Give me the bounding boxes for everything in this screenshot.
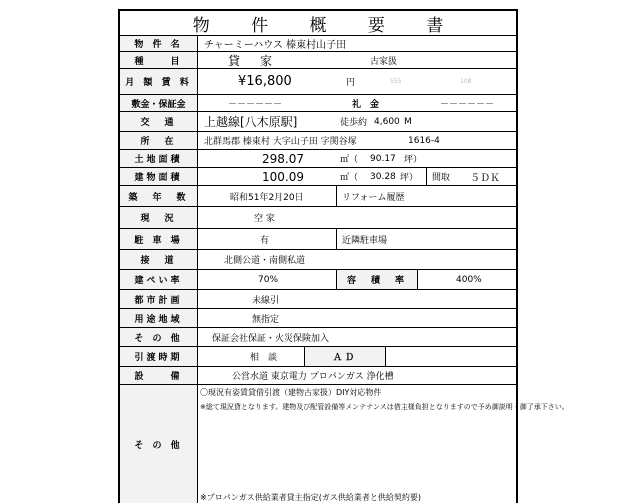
row-current-status	[120, 207, 516, 229]
divider	[426, 168, 427, 185]
value-land-tsubo: 90.17	[370, 153, 396, 164]
row-built-date	[120, 186, 516, 207]
value-built-date: 昭和51年2月20日	[230, 192, 304, 203]
value-walk-distance: 4,600	[374, 116, 400, 127]
value-rent-faint-2: 108	[460, 78, 472, 85]
value-coverage-ratio: 70%	[258, 274, 279, 285]
document-title: 物 件 概 要 書	[120, 11, 516, 36]
row-road-access	[120, 250, 516, 270]
label-remarks: そ の 他	[120, 385, 198, 503]
label-facilities: 設 備	[120, 367, 198, 384]
unit-land-sqm: ㎡（	[340, 155, 359, 165]
label-built-date: 築 年 数	[120, 186, 198, 206]
value-key-money: －－－－－－	[440, 99, 495, 110]
row-parking	[120, 229, 516, 250]
remarks-line-2: ※総て現況貸となります。建物及び配管設備等メンテナンスは借主様負担となりますので予め御説明・御了承下さい。	[200, 402, 569, 411]
row-building-area	[120, 168, 516, 186]
value-parking: 有	[260, 235, 270, 246]
value-zoning: 無指定	[252, 314, 280, 325]
label-road-access: 接 道	[120, 250, 198, 269]
row-deposit	[120, 95, 516, 112]
label-ad: ＡＤ	[304, 347, 386, 366]
value-type: 貸 家	[228, 53, 277, 68]
row-land-area	[120, 150, 516, 168]
value-type-note: 古家扱	[370, 56, 398, 67]
label-floor-area-ratio: 容 積 率	[336, 270, 418, 289]
row-city-planning	[120, 290, 516, 309]
row-property-name	[120, 36, 516, 52]
value-building-area: 100.09	[262, 169, 304, 184]
property-summary-sheet	[118, 9, 569, 503]
unit-land-tsubo: 坪）	[404, 155, 423, 165]
value-land-area: 298.07	[262, 151, 304, 166]
label-city-planning: 都市計画	[120, 290, 198, 308]
row-access	[120, 112, 516, 132]
remarks-line-1: 〇現況有姿賃貸借引渡（建物古家扱）DIY対応物件	[200, 388, 382, 397]
value-floor-area-ratio: 400%	[456, 274, 482, 285]
row-coverage-ratio	[120, 270, 516, 290]
value-walk-unit: M	[404, 116, 412, 127]
label-coverage-ratio: 建ぺい率	[120, 270, 198, 289]
row-type	[120, 52, 516, 69]
label-address: 所 在	[120, 132, 198, 149]
label-building-area: 建物面積	[120, 168, 198, 185]
row-address	[120, 132, 516, 150]
label-deposit: 敷金・保証金	[120, 95, 198, 111]
value-access-station: 上越線[八木原駅]	[204, 115, 298, 129]
row-zoning	[120, 309, 516, 328]
unit-building-tsubo: 坪）	[400, 173, 419, 183]
label-property-name: 物 件 名	[120, 36, 198, 51]
value-city-planning: 未線引	[252, 295, 280, 306]
label-zoning: 用途地域	[120, 309, 198, 327]
label-other-conditions: そ の 他	[120, 328, 198, 346]
value-facilities: 公営水道 東京電力 プロパンガス 浄化槽	[232, 372, 394, 382]
value-deposit: －－－－－－	[228, 99, 283, 110]
label-rent: 月 額 賃 料	[120, 69, 198, 94]
unit-building-sqm: ㎡（	[340, 173, 359, 183]
value-other-conditions: 保証会社保証・火災保険加入	[212, 333, 330, 344]
value-reform-history: リフォーム履歴	[342, 192, 405, 203]
label-floor-plan: 間取	[432, 173, 451, 183]
value-rent-faint-1: 555	[390, 78, 402, 85]
row-other-conditions	[120, 328, 516, 347]
remarks-line-3: ※プロパンガス供給業者貸主指定(ガス供給業者と供給契約要)	[200, 493, 421, 502]
row-facilities	[120, 367, 516, 385]
label-land-area: 土地面積	[120, 150, 198, 167]
value-handover: 相 談	[250, 353, 278, 363]
label-key-money: 礼 金	[352, 99, 380, 110]
value-property-name: チャーミーハウス 榛東村山子田	[204, 40, 347, 51]
label-access: 交 通	[120, 112, 198, 131]
row-handover	[120, 347, 516, 367]
value-road-access: 北側公道・南側私道	[224, 256, 306, 266]
row-rent	[120, 69, 516, 95]
value-building-tsubo: 30.28	[370, 171, 396, 182]
value-address-lot: 1616-4	[408, 135, 440, 146]
divider	[336, 229, 337, 249]
value-address: 北群馬郡 榛東村 大字山子田 字関谷塚	[204, 137, 357, 147]
label-parking: 駐 車 場	[120, 229, 198, 249]
value-floor-plan: ５ＤＫ	[470, 173, 500, 184]
value-current-status: 空 家	[254, 214, 275, 224]
label-handover: 引渡時期	[120, 347, 198, 366]
value-rent: ¥16,800	[238, 74, 292, 89]
row-remarks	[120, 385, 569, 503]
label-type: 種 目	[120, 52, 198, 68]
label-current-status: 現 況	[120, 207, 198, 228]
remarks-content	[200, 385, 569, 502]
divider	[336, 186, 337, 206]
value-parking-note: 近隣駐車場	[342, 235, 388, 246]
value-rent-unit: 円	[346, 78, 356, 88]
label-walk: 徒歩約	[340, 118, 368, 128]
